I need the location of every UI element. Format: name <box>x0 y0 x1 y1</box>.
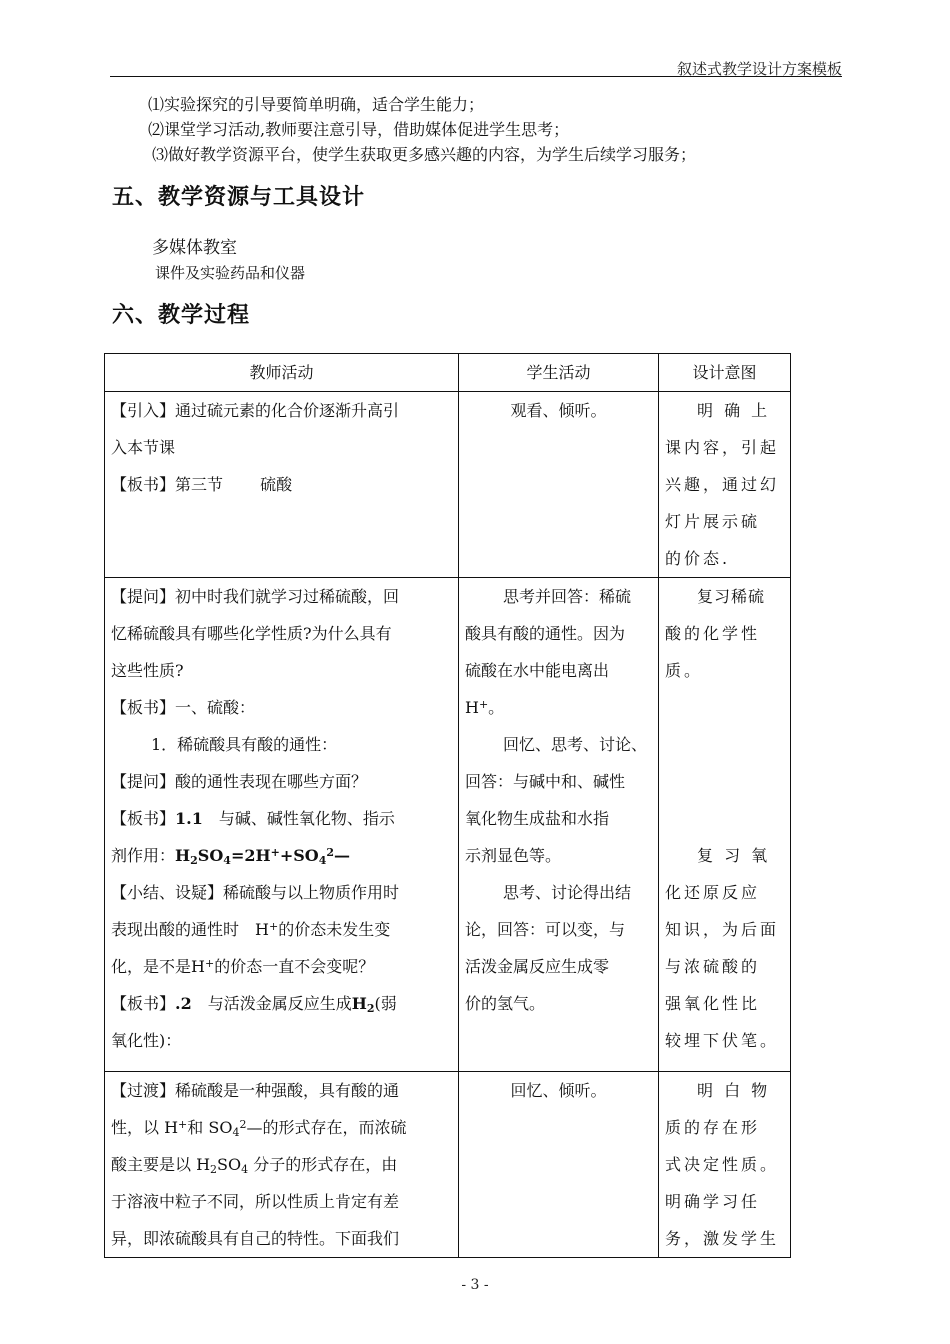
cell-line: 异，即浓硫酸具有自己的特性。下面我们 <box>111 1229 400 1248</box>
note-3: ⑶做好教学资源平台，使学生获取更多感兴趣的内容，为学生后续学习服务； <box>152 145 697 164</box>
cell-line: 1．稀硫酸具有酸的通性： <box>151 735 338 754</box>
cell-line: 课内容，引起 <box>665 438 780 457</box>
header-rule <box>110 76 842 77</box>
text: H <box>351 994 367 1013</box>
cell-line: 明确学习任 <box>665 1192 761 1211</box>
cell-line: 忆稀硫酸具有哪些化学性质?为什么具有 <box>111 624 392 643</box>
cell-line: 入本节课 <box>111 438 176 457</box>
cell-line: 与浓硫酸的 <box>665 957 761 976</box>
cell-line: 价的氢气。 <box>465 994 546 1013</box>
text: 与碱、碱性氧化物、指示 <box>202 809 395 828</box>
cell-line: 回忆、思考、讨论、 <box>503 735 648 754</box>
intent-cell <box>659 1072 791 1258</box>
cell-line: 【板书】一、硫酸： <box>111 698 256 717</box>
spacer <box>665 689 784 837</box>
text: 与活泼金属反应生成 <box>191 994 352 1013</box>
cell-line <box>111 1109 452 1146</box>
student-cell <box>459 1072 659 1258</box>
subscript: 2 <box>190 854 198 867</box>
text: SO <box>217 1155 242 1174</box>
teacher-cell <box>105 578 459 1072</box>
cell-line <box>465 689 652 726</box>
subscript: 2 <box>210 1163 218 1176</box>
student-cell <box>459 578 659 1072</box>
cell-line: 较埋下伏笔。 <box>665 1031 780 1050</box>
table-row <box>105 578 791 1072</box>
text: 【板书】 <box>111 994 176 1013</box>
subscript: 4 <box>241 1163 249 1176</box>
superscript: + <box>204 957 215 970</box>
note-2: ⑵课堂学习活动,教师要注意引导，借助媒体促进学生思考； <box>148 120 570 139</box>
header-teacher-activity: 教师活动 <box>105 354 459 392</box>
text: 分子的形式存在，由 <box>248 1155 398 1174</box>
cell-line: 复 习 氧 <box>697 846 771 865</box>
teacher-cell <box>105 1072 459 1258</box>
cell-line: 酸具有酸的通性。因为 <box>465 624 626 643</box>
superscript: 2 <box>326 846 335 859</box>
cell-line <box>111 948 452 985</box>
cell-line: 活泼金属反应生成零 <box>465 957 610 976</box>
text: 剂作用： <box>111 846 176 865</box>
page-header-title: 叙述式教学设计方案模板 <box>676 60 842 78</box>
cell-line: 论，回答：可以变，与 <box>465 920 626 939</box>
cell-line: 的价态. <box>665 549 731 568</box>
cell-line: 质。 <box>665 661 704 680</box>
text: 表现出酸的通性时 H <box>111 920 269 939</box>
text: 【板书】 <box>111 809 176 828</box>
header-student-activity: 学生活动 <box>459 354 659 392</box>
cell-line <box>111 985 452 1022</box>
cell-line: 酸的化学性 <box>665 624 761 643</box>
sulfuric-acid-equation <box>175 846 350 865</box>
table-row <box>105 392 791 578</box>
text: SO <box>197 846 224 865</box>
cell-line: 【板书】第三节 硫酸 <box>111 475 293 494</box>
subscript: 2 <box>366 1002 375 1015</box>
cell-line: 观看、倾听。 <box>510 401 607 420</box>
cell-line: 回忆、倾听。 <box>510 1081 607 1100</box>
equation-line <box>111 837 452 874</box>
text: 化，是不是H <box>111 957 205 976</box>
text: 酸主要是以 H <box>111 1155 211 1174</box>
text: =2H <box>230 846 271 865</box>
hydrogen-formula <box>352 994 375 1013</box>
cell-line: 示剂显色等。 <box>465 846 562 865</box>
section-heading-resources: 五、教学资源与工具设计 <box>112 185 366 210</box>
text: +SO <box>279 846 319 865</box>
intent-cell <box>659 578 791 1072</box>
text: 的价态一直不会变呢？ <box>214 957 375 976</box>
resource-item-1: 多媒体教室 <box>152 238 237 258</box>
cell-line: 【过渡】稀硫酸是一种强酸，具有酸的通 <box>111 1081 400 1100</box>
cell-line: 强氧化性比 <box>665 994 761 1013</box>
cell-line: 【提问】初中时我们就学习过稀硫酸，回 <box>111 587 400 606</box>
cell-line: 知识，为后面 <box>665 920 780 939</box>
student-cell <box>459 392 659 578</box>
cell-line: 明 确 上 <box>697 401 771 420</box>
cell-line: 复习稀硫 <box>697 587 766 606</box>
superscript: + <box>270 846 280 859</box>
superscript: + <box>268 920 279 933</box>
text: H <box>465 698 479 717</box>
text: 1.1 <box>175 809 203 828</box>
cell-line: 兴趣，通过幻 <box>665 475 780 494</box>
superscript: + <box>178 1118 188 1131</box>
intent-cell <box>659 392 791 578</box>
cell-line: 思考并回答：稀硫 <box>503 587 632 606</box>
cell-line: 【提问】酸的通性表现在哪些方面？ <box>111 772 368 791</box>
cell-line: 回答：与碱中和、碱性 <box>465 772 626 791</box>
subscript: 4 <box>223 854 231 867</box>
cell-line: 质的存在形 <box>665 1118 761 1137</box>
note-1: ⑴实验探究的引导要简单明确，适合学生能力； <box>148 95 485 114</box>
cell-line: 硫酸在水中能电离出 <box>465 661 610 680</box>
cell-line <box>111 800 452 837</box>
subscript: 4 <box>232 1126 240 1139</box>
cell-line: 灯片展示硫 <box>665 512 761 531</box>
cell-line: 思考、讨论得出结 <box>503 883 632 902</box>
text: 和 SO <box>187 1118 233 1137</box>
cell-line: 明 白 物 <box>697 1081 771 1100</box>
teacher-cell <box>105 392 459 578</box>
text: 。 <box>488 698 505 717</box>
text: .2 <box>175 994 192 1013</box>
cell-line <box>111 1146 452 1183</box>
cell-line: 这些性质? <box>111 661 184 680</box>
resource-item-2: 课件及实验药品和仪器 <box>155 264 306 282</box>
cell-line: 【引入】通过硫元素的化合价逐渐升高引 <box>111 401 400 420</box>
cell-line: 务，激发学生 <box>665 1229 780 1248</box>
table-row <box>105 1072 791 1258</box>
cell-line: 式决定性质。 <box>665 1155 780 1174</box>
header-design-intent: 设计意图 <box>659 354 791 392</box>
text: —的形式存在，而浓硫 <box>246 1118 407 1137</box>
cell-line: 化还原反应 <box>665 883 761 902</box>
text: H <box>175 846 191 865</box>
superscript: + <box>478 698 489 711</box>
text: 性，以 H <box>111 1118 179 1137</box>
text: 的价态未发生变 <box>278 920 391 939</box>
text: — <box>334 846 351 865</box>
superscript: 2 <box>239 1118 247 1131</box>
cell-line: 氧化物生成盐和水指 <box>465 809 610 828</box>
section-heading-process: 六、教学过程 <box>112 303 251 328</box>
cell-line: 【小结、设疑】稀硫酸与以上物质作用时 <box>111 883 400 902</box>
table-header-row <box>105 354 791 392</box>
subscript: 4 <box>318 854 327 867</box>
cell-line <box>111 911 452 948</box>
text: (弱 <box>374 994 397 1013</box>
cell-line: 氧化性)： <box>111 1031 182 1050</box>
cell-line: 于溶液中粒子不同，所以性质上肯定有差 <box>111 1192 400 1211</box>
teaching-process-table <box>104 353 791 1258</box>
page-number: - 3 - <box>461 1277 489 1293</box>
